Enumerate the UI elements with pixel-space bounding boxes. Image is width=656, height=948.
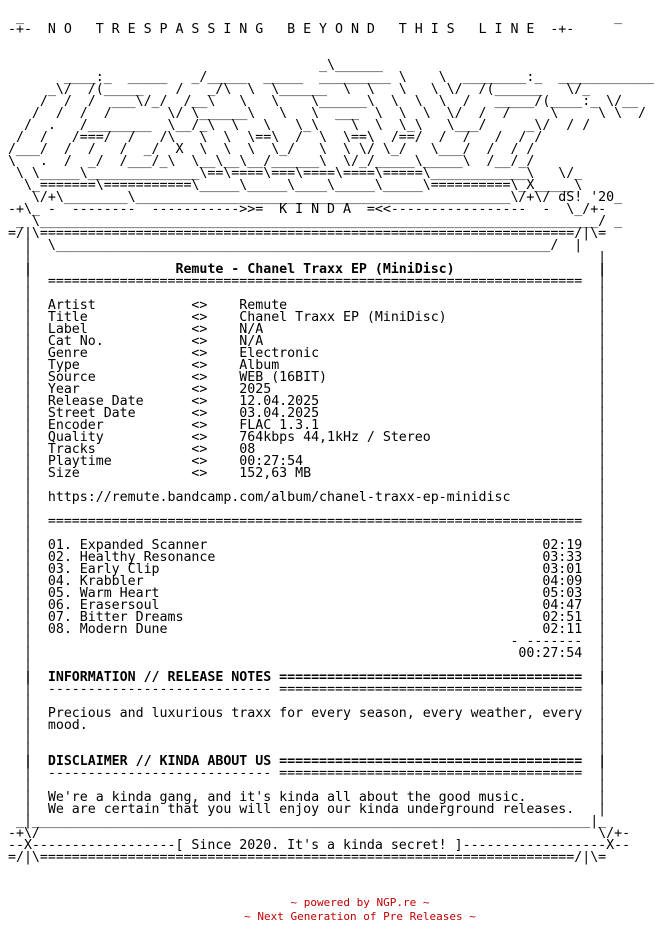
track-row: | 01. Expanded Scanner 02:19 |	[8, 538, 607, 553]
blank-line: | |	[8, 526, 607, 541]
field-row: | Release Date <> 12.04.2025 |	[8, 394, 607, 409]
field-row: | Year <> 2025 |	[8, 382, 607, 397]
banner-art-line: \ . / _/ /___/_\ \__\__\__/______\ \/_/_____\_____\ /__/_/	[8, 154, 535, 169]
banner-art-line	[8, 36, 656, 48]
field-row: | Size <> 152,63 MB |	[8, 466, 607, 481]
disclaimer-text-line: | We're a kinda gang, and it's kinda all about the good music. |	[8, 790, 607, 805]
powered-by-link[interactable]: ~ powered by NGP.re ~	[290, 896, 430, 909]
field-row: | Cat No. <> N/A |	[8, 334, 607, 349]
blank-line: | |	[8, 694, 607, 709]
blank-line: | |	[8, 730, 607, 745]
track-row: | 03. Early Clip 03:01 |	[8, 562, 607, 577]
track-row: | 05. Warm Heart 05:03 |	[8, 586, 607, 601]
release-url: | https://remute.bandcamp.com/album/chanel-traxx-ep-minidisc |	[8, 490, 607, 505]
frame-bottom-line: -+\/ \/+-	[8, 826, 631, 841]
track-row: | 04. Krabbler 04:09 |	[8, 574, 607, 589]
banner-art-line: /___/ / / / _/ X \ \ \ \_/ \ \ \/ \_/ \___/ / / /	[8, 142, 535, 157]
frame-top-line: =/|\===================================================================/|\=	[8, 226, 607, 241]
banner-art-line: / / / ___\/_/ /__\ \ \ \______\ \ \ \ / _____/(____:_ \/__	[8, 94, 639, 109]
field-row: | Title <> Chanel Traxx EP (MiniDisc) |	[8, 310, 607, 325]
banner-art-line: -+- N O T R E S P A S S I N G B E Y O N D T H I S L I N E -+-	[8, 22, 575, 37]
field-row: | Quality <> 764kbps 44,1kHz / Stereo |	[8, 430, 607, 445]
banner-art-line: \ \_____\______________\==\====\===\====\====\=====\____________\ \/_	[8, 166, 583, 181]
field-row: | Genre <> Electronic |	[8, 346, 607, 361]
blank-line: | |	[8, 478, 607, 493]
field-row: | Label <> N/A |	[8, 322, 607, 337]
blank-line: | |	[8, 286, 607, 301]
frame-top-line: _ \______________________________________________________________________/ _	[8, 214, 623, 229]
title-rule: | =================================================================== |	[8, 274, 607, 289]
banner-art-line: \_=======\===========\_____\_____\____\_____\_____\==========\_X_____\	[8, 178, 583, 193]
release-title: | Remute - Chanel Traxx EP (MiniDisc) |	[8, 262, 607, 277]
blank-line: | |	[8, 742, 607, 757]
frame-top-line: | \______________________________________________________________/ |	[8, 238, 583, 253]
blank-line: | |	[8, 658, 607, 673]
disclaimer-heading: | DISCLAIMER // KINDA ABOUT US ====================================== |	[8, 754, 607, 769]
blank-line: | |	[8, 502, 607, 517]
banner-art-line: _\/ /(_____ / _/\ \ \______ \ \ \ \ \/ /(______ \/_	[8, 82, 591, 97]
banner-art-line: ____:_ _____ _/_____ _____ _________ \ \ ________:_ ____________	[8, 70, 655, 85]
field-row: | Encoder <> FLAC 1.3.1 |	[8, 418, 607, 433]
nfo-text	[0, 12, 656, 892]
total-rule: | - ------- |	[8, 634, 607, 649]
field-row: | Playtime <> 00:27:54 |	[8, 454, 607, 469]
footer	[0, 896, 656, 924]
frame-bottom-line: _|______________________________________________________________________|_	[8, 814, 607, 829]
field-row: | Type <> Album |	[8, 358, 607, 373]
track-row: | 06. Erasersoul 04:47 |	[8, 598, 607, 613]
banner-art-line: / / /===/ / /\ \ \ \==\ / \ \==\ /==/ / / / / /	[8, 130, 543, 145]
banner-art-line: \/+\________\_______________________________________________\/+\/ dS! '20_	[8, 190, 623, 205]
field-row: | Artist <> Remute |	[8, 298, 607, 313]
total-time: | 00:27:54 |	[8, 646, 607, 661]
info-underline: | ---------------------------- ====================================== |	[8, 682, 607, 697]
footer-tagline: ~ Next Generation of Pre Releases ~	[244, 910, 476, 923]
frame-bottom-line: =/|\===================================================================/|\=	[8, 850, 607, 865]
banner-art-line: / / / / \/ \______\ \ \ ___ \ \ \ \/ / / \ \ \ /	[8, 106, 647, 121]
field-row: | Street Date <> 03.04.2025 |	[8, 406, 607, 421]
info-heading: | INFORMATION // RELEASE NOTES ====================================== |	[8, 670, 607, 685]
track-row: | 02. Healthy Resonance 03:33 |	[8, 550, 607, 565]
frame-bottom-line: --X------------------[ Since 2020. It's a kinda secret! ]------------------X--	[8, 838, 631, 853]
track-row: | 07. Bitter Dreams 02:51 |	[8, 610, 607, 625]
disclaimer-underline: | ---------------------------- ====================================== |	[8, 766, 607, 781]
info-text-line: | mood. |	[8, 718, 607, 733]
blank-line: | |	[8, 778, 607, 793]
info-text-line: | Precious and luxurious traxx for every season, every weather, every |	[8, 706, 607, 721]
section-rule: | =================================================================== |	[8, 514, 607, 529]
banner-art-line: / . /________ \__/_\ \ \ \_\ \ \ \_\ \___/ _\/ / /	[8, 118, 591, 133]
field-row: | Source <> WEB (16BIT) |	[8, 370, 607, 385]
banner-art-line: -+\_ - -------- ----------->>= K I N D A =<<----------------- - \_/+-	[8, 202, 607, 217]
banner-art-line: _\______	[8, 58, 383, 73]
blank-line: | |	[8, 250, 607, 265]
field-row: | Tracks <> 08 |	[8, 442, 607, 457]
disclaimer-text-line: | We are certain that you will enjoy our kinda underground releases. |	[8, 802, 607, 817]
banner-art-line: _ _	[8, 12, 623, 25]
track-row: | 08. Modern Dune 02:11 |	[8, 622, 607, 637]
